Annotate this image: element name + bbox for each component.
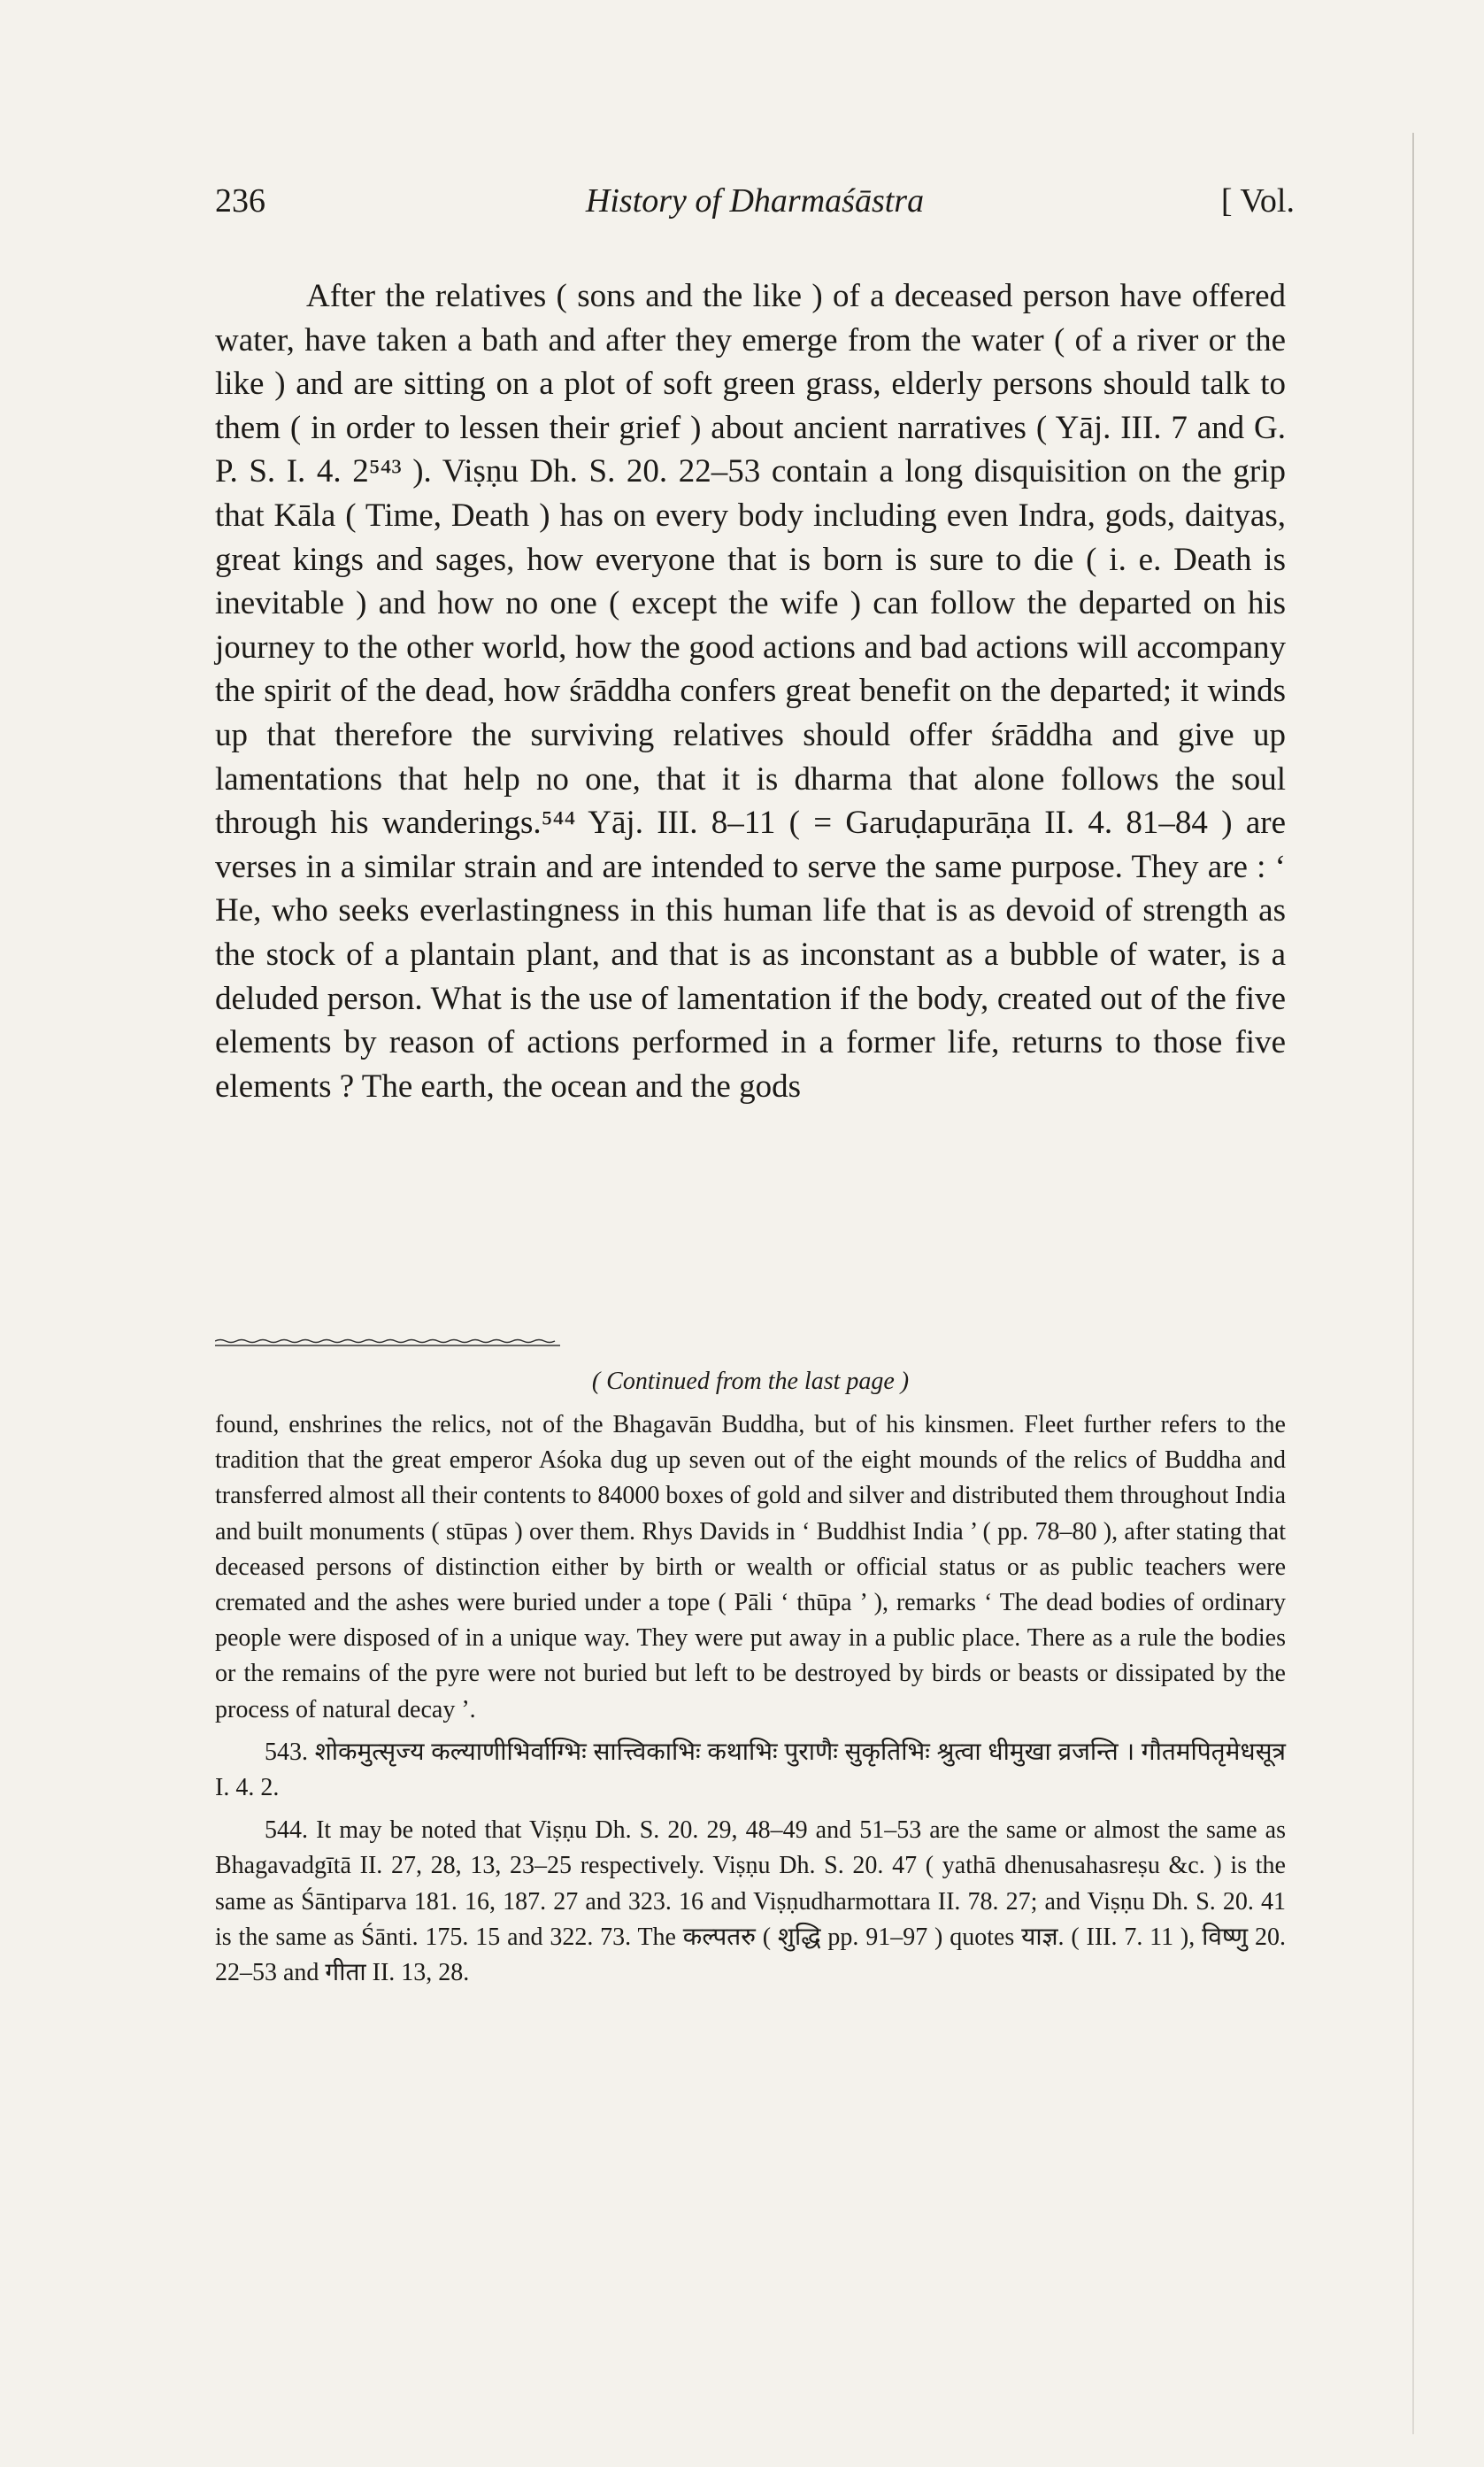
continued-label: ( Continued from the last page ) [591, 1368, 910, 1395]
footnote-543: 543. शोकमुत्सृज्य कल्याणीभिर्वाग्भिः सात्त्विकाभिः कथाभिः पुराणैः सुकृतिभिः श्रुत्वा धीमुखा व्रजन्ति । गौतमपितृमेधसूत्र I. 4. 2. [215, 1738, 1286, 1802]
footnotes [215, 1407, 1286, 1991]
body-paragraph: After the relatives ( sons and the like ) of a deceased person have offered water, have taken a bath and after they emerge from the water ( of a river or the like ) and are sitting on a plot of soft green grass, elderly persons should talk to them ( in order to lessen their grief ) about ancient narratives ( Yāj. III. 7 and G. P. S. I. 4. 2⁵⁴³ ). Viṣṇu Dh. S. 20. 22–53 contain a long disquisition on the grip that Kāla ( Time, Death ) has on every body including even Indra, gods, daityas, great kings and sages, how everyone that is born is sure to die ( i. e. Death is inevitable ) and how no one ( except the wife ) can follow the departed on his journey to the other world, how the good actions and bad actions will accompany the spirit of the dead, how śrāddha confers great benefit on the departed; it winds up that therefore the surviving relatives should offer śrāddha and give up lamentations that help no one, that it is dharma that alone follows the soul through his wanderings.⁵⁴⁴ Yāj. III. 8–11 ( = Garuḍapurāṇa II. 4. 81–84 ) are verses in a similar strain and are intended to serve the same purpose. They are : ‘ He, who seeks everlastingness in this human life that is as devoid of strength as the stock of a plantain plant, and that is as inconstant as a bubble of water, is a deluded person. What is the use of lamentation if the body, created out of the five elements by reason of actions performed in a former life, returns to those five elements ? The earth, the ocean and the gods [215, 278, 1286, 1105]
footnote-continued: found, enshrines the relics, not of the Bhagavān Buddha, but of his kinsmen. Fleet further refers to the tradition that the great emperor Aśoka dug up seven out of the eight mounds of the relics of Buddha and transferred almost all their contents to 84000 boxes of gold and silver and distributed them throughout India and built monuments ( stūpas ) over them. Rhys Davids in ‘ Buddhist India ’ ( pp. 78–80 ), after stating that deceased persons of distinction either by birth or wealth or official status or as public teachers were cremated and the ashes were buried under a tope ( Pāli ‘ thūpa ’ ), remarks ‘ The dead bodies of ordinary people were disposed of in a unique way. They were put away in a public place. There as a rule the bodies or the remains of the pyre were not buried but left to be destroyed by birds or beasts or dissipated by the process of natural decay ’. [215, 1411, 1286, 1723]
page-number: 236 [215, 182, 265, 220]
scan-margin-line [1412, 133, 1414, 2434]
running-title: History of Dharmaśāstra [585, 182, 925, 220]
running-header [215, 181, 1295, 235]
footnote-544: 544. It may be noted that Viṣṇu Dh. S. 20. 29, 48–49 and 51–53 are the same or almost the same as Bhagavadgītā II. 27, 28, 13, 23–25 respectively. Viṣṇu Dh. S. 20. 47 ( yathā dhenusahasreṣu &c. ) is the same as Śāntiparva 181. 16, 187. 27 and 323. 16 and Viṣṇudharmottara II. 78. 27; and Viṣṇu Dh. S. 20. 41 is the same as Śānti. 175. 15 and 322. 73. The कल्पतरु ( शुद्धि pp. 91–97 ) quotes याज्ञ. ( III. 7. 11 ), विष्णु 20. 22–53 and गीता II. 13, 28. [215, 1816, 1286, 1987]
main-text [215, 274, 1286, 1108]
footnote-separator [215, 1338, 560, 1347]
volume-marker: [ Vol. [1220, 182, 1295, 220]
